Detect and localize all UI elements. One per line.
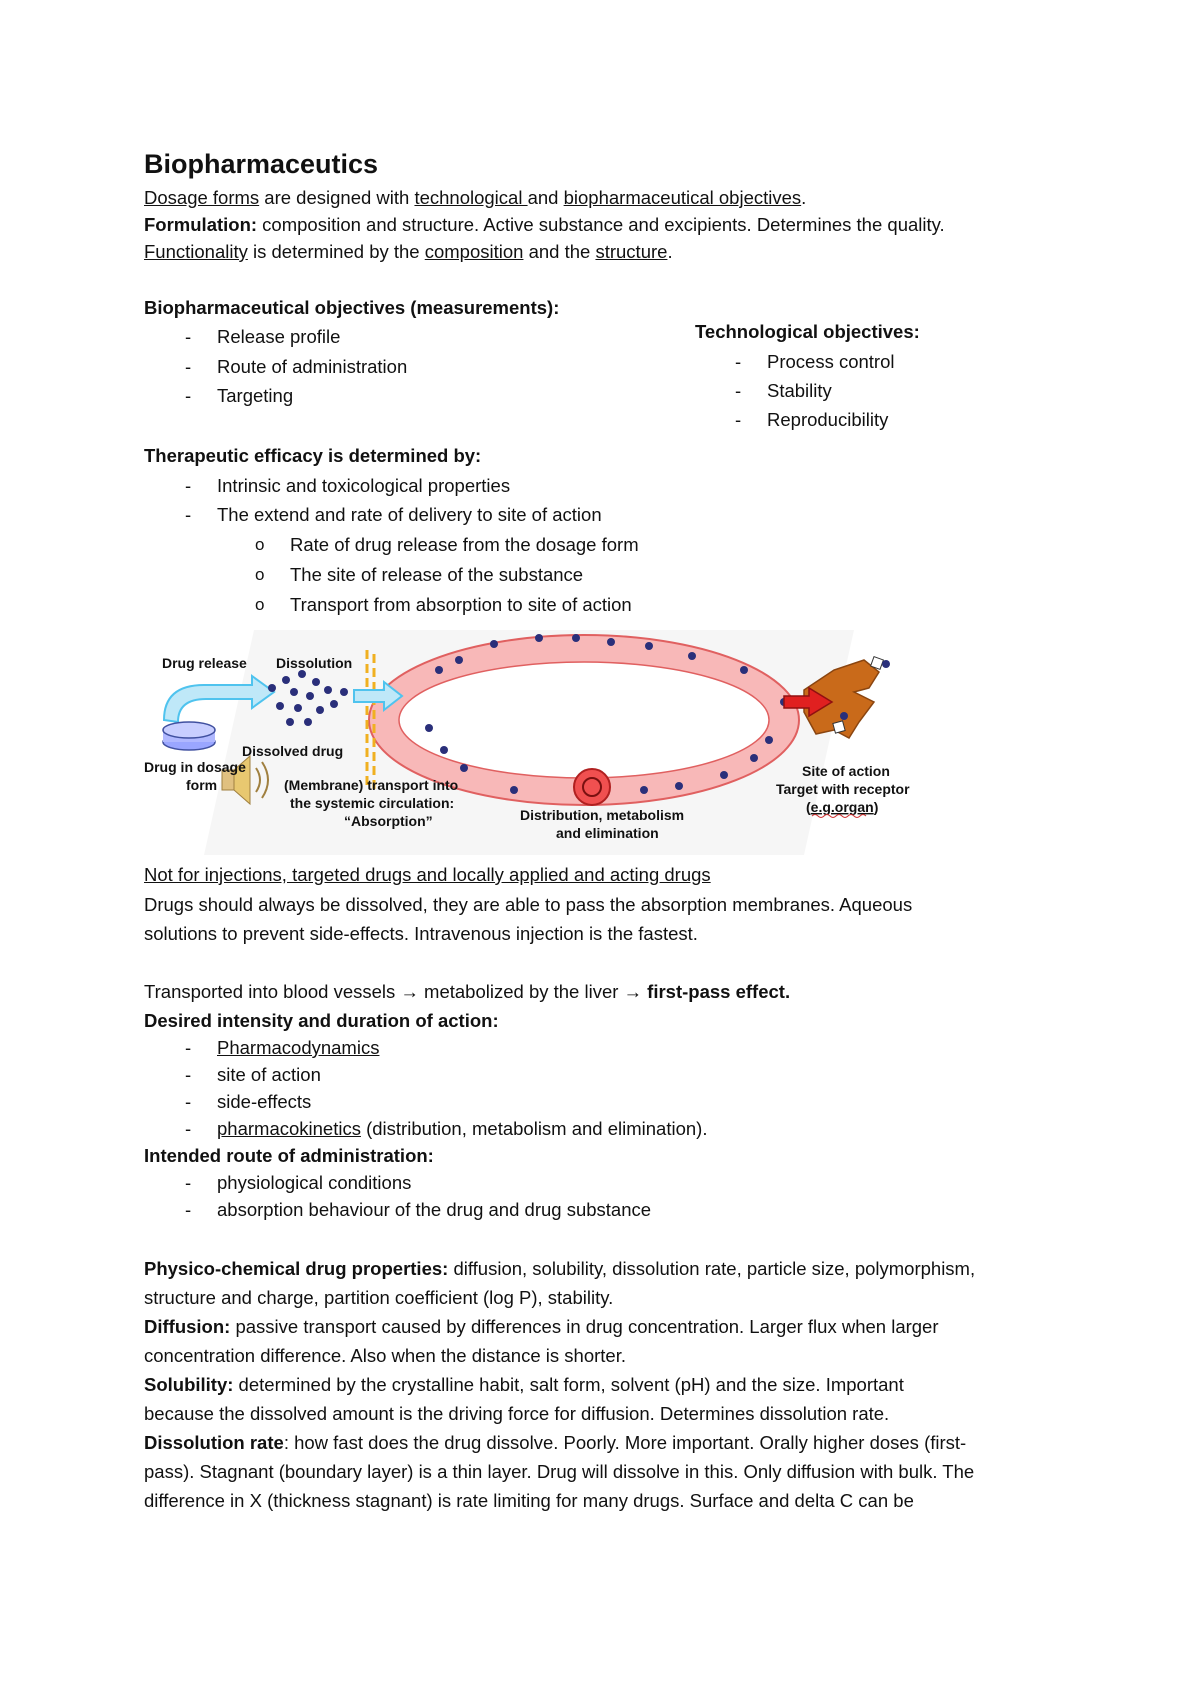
list-item: Route of administration	[217, 356, 408, 377]
physico-line-5: Solubility: determined by the crystalline habit, salt form, solvent (pH) and the size. Important	[144, 1374, 904, 1395]
transported-line: Transported into blood vessels → metabolized by the liver → first-pass effect.	[144, 981, 791, 1002]
intro-line-3: Functionality is determined by the composition and the structure.	[144, 241, 673, 262]
intro-line-2: Formulation: composition and structure. Active substance and excipients. Determines the quality.	[144, 214, 945, 235]
label-drug-release: Drug release	[162, 655, 247, 671]
route-heading: Intended route of administration:	[144, 1145, 434, 1166]
label-dissolved-drug: Dissolved drug	[242, 743, 344, 759]
label-site-1: Site of action	[802, 763, 890, 779]
intensity-heading: Desired intensity and duration of action:	[144, 1010, 499, 1031]
term-technological: technological	[414, 187, 528, 208]
list-item: Release profile	[217, 326, 341, 347]
sublist-bullet: o	[255, 565, 265, 584]
label-dissolution: Dissolution	[276, 655, 353, 671]
list-dash: -	[185, 1118, 192, 1139]
physico-line-8: pass). Stagnant (boundary layer) is a thin layer. Drug will dissolve in this. Only diffusion with bulk. The	[144, 1461, 975, 1482]
list-item: site of action	[217, 1064, 321, 1085]
intro-line-1: Dosage forms are designed with technological and biopharmaceutical objectives.	[144, 187, 807, 208]
list-dash: -	[185, 504, 192, 525]
list-item: Process control	[767, 351, 895, 372]
sublist-bullet: o	[255, 535, 265, 554]
metabolism-organ-icon	[574, 769, 610, 805]
label-site-3: (e.g.organ)	[806, 799, 879, 815]
physico-line-3: Diffusion: passive transport caused by differences in drug concentration. Larger flux when larger	[144, 1316, 939, 1337]
list-dash: -	[185, 1172, 192, 1193]
list-dash: -	[185, 475, 192, 496]
list-item: The extend and rate of delivery to site of action	[217, 504, 602, 525]
label-dosage-form-1: Drug in dosage	[144, 759, 246, 775]
drug-pathway-diagram	[144, 630, 934, 855]
circulation-ring-inner	[399, 662, 769, 778]
list-dash: -	[735, 380, 742, 401]
sublist-bullet: o	[255, 595, 265, 614]
physico-line-1: Physico-chemical drug properties: diffusion, solubility, dissolution rate, particle size, polymorphism,	[144, 1258, 976, 1279]
list-item: absorption behaviour of the drug and drug substance	[217, 1199, 652, 1220]
list-item: Reproducibility	[767, 409, 889, 430]
list-item: physiological conditions	[217, 1172, 412, 1193]
label-membrane-3: “Absorption”	[344, 813, 433, 829]
physico-line-2: structure and charge, partition coefficient (log P), stability.	[144, 1287, 614, 1308]
dissolved-line-2: solutions to prevent side-effects. Intravenous injection is the fastest.	[144, 923, 698, 944]
list-dash: -	[185, 1064, 192, 1085]
list-item: Pharmacodynamics	[217, 1037, 380, 1058]
label-membrane-1: (Membrane) transport into	[284, 777, 459, 793]
physico-line-6: because the dissolved amount is the driving force for diffusion. Determines dissolution rate.	[144, 1403, 890, 1424]
physico-line-7: Dissolution rate: how fast does the drug dissolve. Poorly. More important. Orally higher doses (first-	[144, 1432, 967, 1453]
not-for-line: Not for injections, targeted drugs and locally applied and acting drugs	[144, 864, 711, 885]
list-item: Stability	[767, 380, 832, 401]
list-item: side-effects	[217, 1091, 312, 1112]
label-membrane-2: the systemic circulation:	[290, 795, 455, 811]
sublist-item: Rate of drug release from the dosage form	[290, 534, 639, 555]
list-dash: -	[735, 351, 742, 372]
tech-objectives-heading: Technological objectives:	[695, 321, 920, 342]
sublist-item: The site of release of the substance	[290, 564, 584, 585]
list-item: Intrinsic and toxicological properties	[217, 475, 511, 496]
list-item: pharmacokinetics (distribution, metabolism and elimination).	[217, 1118, 708, 1139]
bio-objectives-heading: Biopharmaceutical objectives (measurements):	[144, 297, 560, 318]
therapeutic-heading: Therapeutic efficacy is determined by:	[144, 445, 482, 466]
dissolved-line-1: Drugs should always be dissolved, they are able to pass the absorption membranes. Aqueous	[144, 894, 913, 915]
arrow-icon: →	[400, 981, 419, 1002]
physico-line-4: concentration difference. Also when the distance is shorter.	[144, 1345, 626, 1366]
physico-line-9: difference in X (thickness stagnant) is rate limiting for many drugs. Surface and delta C can be	[144, 1490, 914, 1511]
tablet-top	[163, 722, 215, 738]
arrow-icon: →	[623, 981, 643, 1002]
list-dash: -	[185, 385, 192, 406]
list-dash: -	[735, 409, 742, 430]
label-site-2: Target with receptor	[776, 781, 910, 797]
list-dash: -	[185, 326, 192, 347]
page-title: Biopharmaceutics	[144, 149, 379, 179]
label-distribution-1: Distribution, metabolism	[520, 807, 685, 823]
list-dash: -	[185, 1199, 192, 1220]
sublist-item: Transport from absorption to site of action	[290, 594, 632, 615]
list-item: Targeting	[217, 385, 294, 406]
label-dosage-form-2: form	[186, 777, 218, 793]
term-biopharmaceutical-objectives: biopharmaceutical objectives	[563, 187, 802, 208]
term-dosage-forms: Dosage forms	[144, 187, 260, 208]
list-dash: -	[185, 1037, 192, 1058]
list-dash: -	[185, 356, 192, 377]
label-distribution-2: and elimination	[556, 825, 659, 841]
list-dash: -	[185, 1091, 192, 1112]
